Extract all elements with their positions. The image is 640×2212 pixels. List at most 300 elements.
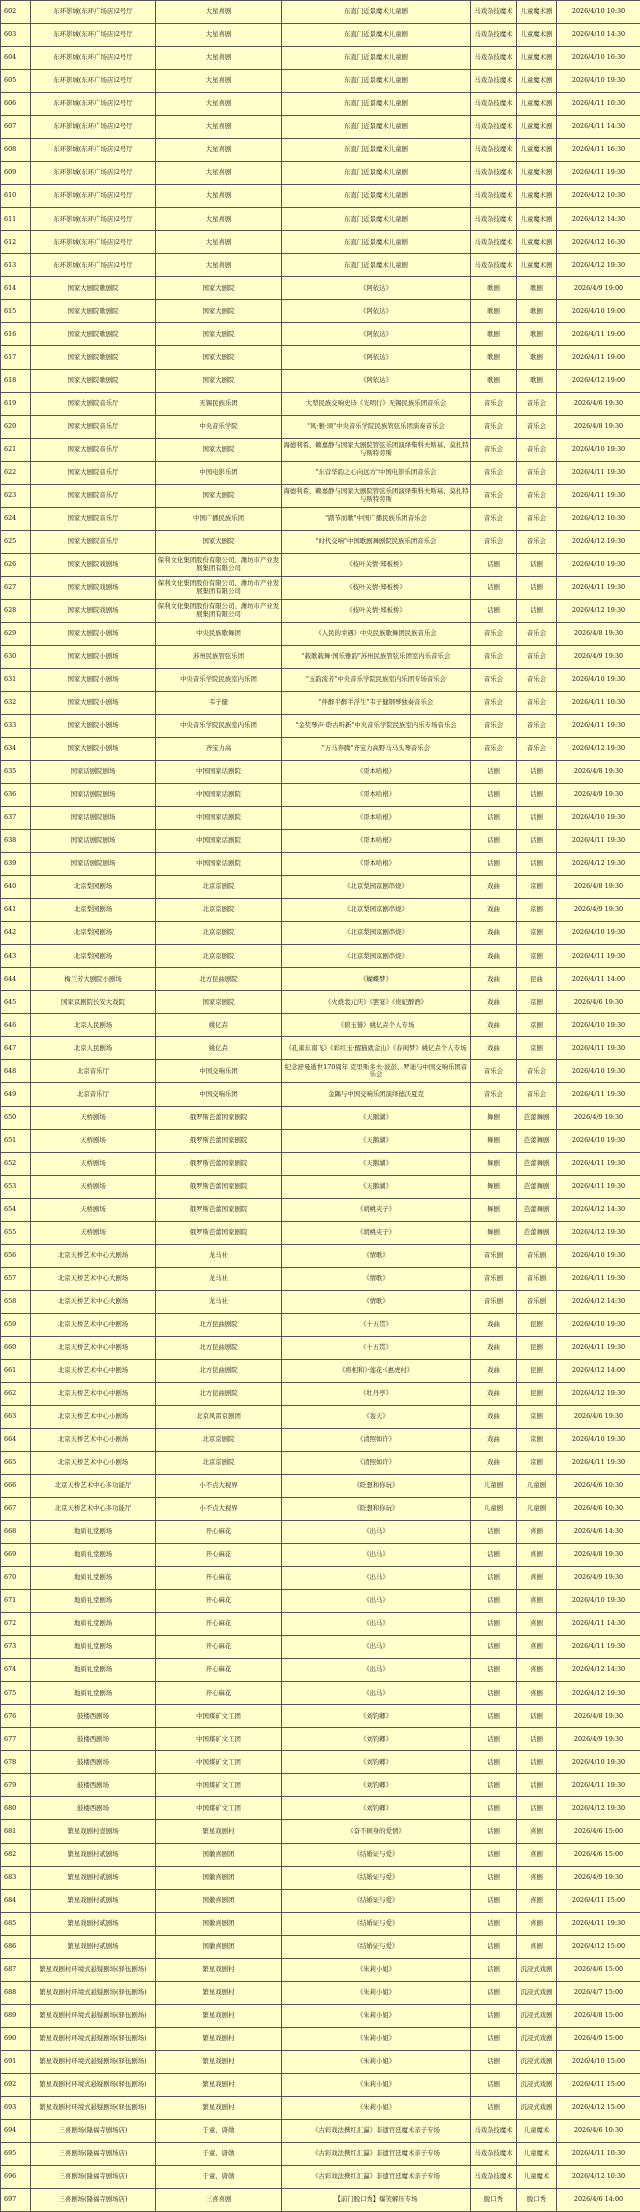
category-cell: 戏曲 [471, 1428, 517, 1451]
row-number-cell: 616 [1, 323, 31, 346]
genre-cell: 芭蕾舞剧 [517, 1129, 557, 1152]
organizer-cell: 于童、唐勋 [156, 2119, 282, 2142]
row-number-cell: 604 [1, 47, 31, 70]
row-number-cell: 649 [1, 1083, 31, 1106]
program-title-cell: 《胡桃夹子》 [282, 1198, 471, 1221]
row-number-cell: 607 [1, 116, 31, 139]
row-number-cell: 661 [1, 1359, 31, 1382]
show-time-cell: 2026/4/6 15:00 [557, 1820, 640, 1843]
show-time-cell: 2026/4/6 19:30 [557, 991, 640, 1014]
venue-cell: 梅兰芳大剧院小剧场 [31, 968, 156, 991]
organizer-cell: 开心麻花 [156, 1682, 282, 1705]
genre-cell: 音乐会 [517, 507, 557, 530]
genre-cell: 脱口秀 [517, 2188, 557, 2211]
table-row [1, 1659, 640, 1682]
organizer-cell: 大星喜剧 [156, 1, 282, 24]
category-cell: 音乐剧 [471, 1267, 517, 1290]
program-title-cell: 东直门近景魔术儿童剧 [282, 116, 471, 139]
show-time-cell: 2026/4/6 15:00 [557, 1843, 640, 1866]
program-title-cell: 《阿依达》 [282, 277, 471, 300]
show-time-cell: 2026/4/6 10:30 [557, 1498, 640, 1521]
program-title-cell: 《哥本哈根》 [282, 830, 471, 853]
organizer-cell: 中国国家话剧院 [156, 784, 282, 807]
genre-cell: 儿童魔术剧 [517, 93, 557, 116]
program-title-cell: "风·雅·颂"中央音乐学院民族管弦乐团演奏音乐会 [282, 415, 471, 438]
table-row [1, 369, 640, 392]
table-row [1, 1313, 640, 1336]
show-time-cell: 2026/4/10 19:30 [557, 922, 640, 945]
program-title-cell: 《哥本哈根》 [282, 761, 471, 784]
venue-cell: 国家大剧院歌剧院 [31, 369, 156, 392]
table-row [1, 1336, 640, 1359]
genre-cell: 喜剧 [517, 1659, 557, 1682]
row-number-cell: 646 [1, 1014, 31, 1037]
row-number-cell: 612 [1, 231, 31, 254]
organizer-cell: 繁星戏剧村 [156, 2027, 282, 2050]
venue-cell: 地质礼堂剧场 [31, 1636, 156, 1659]
table-row [1, 599, 640, 622]
row-number-cell: 638 [1, 830, 31, 853]
row-number-cell: 658 [1, 1290, 31, 1313]
organizer-cell: 开心麻花 [156, 1659, 282, 1682]
category-cell: 话剧 [471, 1889, 517, 1912]
organizer-cell: 国徽喜剧团 [156, 1843, 282, 1866]
category-cell: 舞剧 [471, 1129, 517, 1152]
venue-cell: 三喜剧场(隆福寺剧场店) [31, 2119, 156, 2142]
show-time-cell: 2026/4/8 19:30 [557, 622, 640, 645]
organizer-cell: 中国煤矿文工团 [156, 1728, 282, 1751]
show-time-cell: 2026/4/8 15:00 [557, 2004, 640, 2027]
program-title-cell: 《出马》 [282, 1544, 471, 1567]
category-cell: 音乐会 [471, 484, 517, 507]
row-number-cell: 659 [1, 1313, 31, 1336]
organizer-cell: 开心麻花 [156, 1567, 282, 1590]
venue-cell: 国家话剧院剧场 [31, 830, 156, 853]
program-title-cell: 《枝叶关情·郑板桥》 [282, 576, 471, 599]
program-title-cell: 东直门近景魔术儿童剧 [282, 185, 471, 208]
row-number-cell: 618 [1, 369, 31, 392]
category-cell: 话剧 [471, 2027, 517, 2050]
table-row [1, 830, 640, 853]
table-row [1, 162, 640, 185]
venue-cell: 东环影城(东环广场店)2号厅 [31, 231, 156, 254]
organizer-cell: 北方昆曲剧院 [156, 1359, 282, 1382]
organizer-cell: 国徽喜剧团 [156, 1866, 282, 1889]
category-cell: 舞剧 [471, 1152, 517, 1175]
genre-cell: 儿童魔术剧 [517, 231, 557, 254]
row-number-cell: 627 [1, 576, 31, 599]
table-row [1, 1290, 640, 1313]
row-number-cell: 615 [1, 300, 31, 323]
organizer-cell: 中国煤矿文工团 [156, 1705, 282, 1728]
category-cell: 话剧 [471, 1544, 517, 1567]
table-row [1, 1797, 640, 1820]
genre-cell: 歌剧 [517, 346, 557, 369]
program-title-cell: 海德利希、赖嘉静与国家大剧院管弦乐团演绎柴科夫斯基、莫扎特与斯特劳斯 [282, 438, 471, 461]
organizer-cell: 大星喜剧 [156, 185, 282, 208]
show-time-cell: 2026/4/10 19:30 [557, 1590, 640, 1613]
program-title-cell: 《出马》 [282, 1567, 471, 1590]
organizer-cell: 韦子健 [156, 691, 282, 714]
table-row [1, 1705, 640, 1728]
table-row [1, 1889, 640, 1912]
genre-cell: 话剧 [517, 830, 557, 853]
organizer-cell: 保利文化集团股份有限公司、潍坊市产业发展集团有限公司 [156, 599, 282, 622]
genre-cell: 喜剧 [517, 1613, 557, 1636]
venue-cell: 天桥剧场 [31, 1106, 156, 1129]
genre-cell: 喜剧 [517, 1636, 557, 1659]
table-row [1, 876, 640, 899]
show-time-cell: 2026/4/12 16:30 [557, 231, 640, 254]
venue-cell: 国家大剧院小剧场 [31, 738, 156, 761]
genre-cell: 音乐剧 [517, 1244, 557, 1267]
show-time-cell: 2026/4/10 19:30 [557, 1244, 640, 1267]
organizer-cell: 北京风雷京剧团 [156, 1405, 282, 1428]
program-title-cell: 金隅与中国交响乐团演绎德沃夏克 [282, 1083, 471, 1106]
category-cell: 话剧 [471, 1751, 517, 1774]
venue-cell: 北京天桥艺术中心小剧场 [31, 1405, 156, 1428]
show-time-cell: 2026/4/11 14:00 [557, 968, 640, 991]
venue-cell: 繁星戏剧村壹剧场 [31, 1820, 156, 1843]
organizer-cell: 中央民族歌舞团 [156, 622, 282, 645]
category-cell: 音乐会 [471, 1083, 517, 1106]
row-number-cell: 628 [1, 599, 31, 622]
program-title-cell: 《十五贯》 [282, 1313, 471, 1336]
program-title-cell: 《哥本哈根》 [282, 784, 471, 807]
program-title-cell: 《天鹅湖》 [282, 1106, 471, 1129]
venue-cell: 地质礼堂剧场 [31, 1682, 156, 1705]
genre-cell: 话剧 [517, 761, 557, 784]
venue-cell: 北京天桥艺术中心中剧场 [31, 1382, 156, 1405]
show-time-cell: 2026/4/9 19:30 [557, 784, 640, 807]
genre-cell: 音乐会 [517, 1060, 557, 1083]
table-row [1, 277, 640, 300]
category-cell: 话剧 [471, 576, 517, 599]
show-time-cell: 2026/4/12 14:30 [557, 1290, 640, 1313]
category-cell: 舞剧 [471, 1175, 517, 1198]
show-time-cell: 2026/4/10 19:30 [557, 668, 640, 691]
row-number-cell: 687 [1, 1958, 31, 1981]
venue-cell: 国家大剧院小剧场 [31, 714, 156, 737]
row-number-cell: 630 [1, 645, 31, 668]
show-time-cell: 2026/4/11 19:30 [557, 1037, 640, 1060]
program-title-cell: 《眨想和你玩》 [282, 1475, 471, 1498]
organizer-cell: 中国国家话剧院 [156, 830, 282, 853]
venue-cell: 鼓楼西剧场 [31, 1705, 156, 1728]
venue-cell: 北京天桥艺术中心大剧场 [31, 1244, 156, 1267]
organizer-cell: 中国国家话剧院 [156, 807, 282, 830]
category-cell: 戏曲 [471, 991, 517, 1014]
program-title-cell: 《北京梨园京剧串烧》 [282, 945, 471, 968]
program-title-cell: 东直门近景魔术儿童剧 [282, 24, 471, 47]
program-title-cell: 《出马》 [282, 1682, 471, 1705]
show-time-cell: 2026/4/12 19:30 [557, 1797, 640, 1820]
program-title-cell: 《轰天》 [282, 1405, 471, 1428]
genre-cell: 昆剧 [517, 1359, 557, 1382]
table-row [1, 761, 640, 784]
show-time-cell: 2026/4/11 15:00 [557, 2073, 640, 2096]
category-cell: 戏曲 [471, 968, 517, 991]
row-number-cell: 689 [1, 2004, 31, 2027]
row-number-cell: 613 [1, 254, 31, 277]
genre-cell: 芭蕾舞剧 [517, 1152, 557, 1175]
genre-cell: 音乐会 [517, 461, 557, 484]
genre-cell: 京剧 [517, 1428, 557, 1451]
venue-cell: 三喜剧场(隆福寺剧场店) [31, 2165, 156, 2188]
row-number-cell: 694 [1, 2119, 31, 2142]
show-time-cell: 2026/4/11 19:30 [557, 1175, 640, 1198]
genre-cell: 喜剧 [517, 1843, 557, 1866]
table-row [1, 1382, 640, 1405]
row-number-cell: 678 [1, 1751, 31, 1774]
program-title-cell: 《出马》 [282, 1636, 471, 1659]
organizer-cell: 俄罗斯芭蕾国家剧院 [156, 1152, 282, 1175]
program-title-cell: 《情歌》 [282, 1244, 471, 1267]
show-time-cell: 2026/4/10 16:30 [557, 47, 640, 70]
program-title-cell: 《阿依达》 [282, 323, 471, 346]
row-number-cell: 637 [1, 807, 31, 830]
genre-cell: 音乐会 [517, 668, 557, 691]
show-time-cell: 2026/4/8 19:30 [557, 876, 640, 899]
organizer-cell: 国家大剧院 [156, 369, 282, 392]
table-row [1, 2027, 640, 2050]
category-cell: 话剧 [471, 1935, 517, 1958]
table-row [1, 668, 640, 691]
row-number-cell: 611 [1, 208, 31, 231]
category-cell: 话剧 [471, 1774, 517, 1797]
organizer-cell: 开心麻花 [156, 1613, 282, 1636]
venue-cell: 国家大剧院歌剧院 [31, 277, 156, 300]
table-row [1, 2096, 640, 2119]
program-title-cell: 纪念舒曼逝世170周年 克里斯多夫·波彭、罗迪与中国交响乐团音乐会 [282, 1060, 471, 1083]
show-time-cell: 2026/4/10 19:30 [557, 1060, 640, 1083]
venue-cell: 国家大剧院音乐厅 [31, 461, 156, 484]
category-cell: 音乐会 [471, 622, 517, 645]
organizer-cell: 国家大剧院 [156, 346, 282, 369]
genre-cell: 芭蕾舞剧 [517, 1198, 557, 1221]
category-cell: 歌剧 [471, 369, 517, 392]
venue-cell: 北京天桥艺术中心多功能厅 [31, 1498, 156, 1521]
table-row [1, 1751, 640, 1774]
show-time-cell: 2026/4/11 19:30 [557, 1152, 640, 1175]
category-cell: 马戏杂技魔术 [471, 162, 517, 185]
row-number-cell: 677 [1, 1728, 31, 1751]
venue-cell: 国家大剧院音乐厅 [31, 507, 156, 530]
row-number-cell: 682 [1, 1843, 31, 1866]
organizer-cell: 国家京剧院 [156, 991, 282, 1014]
category-cell: 戏曲 [471, 945, 517, 968]
category-cell: 话剧 [471, 1682, 517, 1705]
table-row [1, 1636, 640, 1659]
table-row [1, 1152, 640, 1175]
genre-cell: 沉浸式戏剧 [517, 2027, 557, 2050]
row-number-cell: 692 [1, 2073, 31, 2096]
venue-cell: 国家大剧院音乐厅 [31, 438, 156, 461]
program-title-cell: 《刘钓卿》 [282, 1797, 471, 1820]
program-title-cell: 《结婚证与爱》 [282, 1889, 471, 1912]
program-title-cell: 《阿依达》 [282, 369, 471, 392]
show-time-cell: 2026/4/11 19:30 [557, 162, 640, 185]
venue-cell: 国家京剧院长安大戏院 [31, 991, 156, 1014]
row-number-cell: 643 [1, 945, 31, 968]
row-number-cell: 681 [1, 1820, 31, 1843]
category-cell: 舞剧 [471, 1221, 517, 1244]
program-title-cell: 《天鹅湖》 [282, 1175, 471, 1198]
program-title-cell: 《刘钓卿》 [282, 1751, 471, 1774]
row-number-cell: 662 [1, 1382, 31, 1405]
genre-cell: 喜剧 [517, 1544, 557, 1567]
row-number-cell: 657 [1, 1267, 31, 1290]
genre-cell: 儿童剧 [517, 1498, 557, 1521]
genre-cell: 歌剧 [517, 277, 557, 300]
show-time-cell: 2026/4/11 19:30 [557, 461, 640, 484]
organizer-cell: 国家大剧院 [156, 300, 282, 323]
genre-cell: 喜剧 [517, 1912, 557, 1935]
genre-cell: 儿童剧 [517, 1475, 557, 1498]
row-number-cell: 651 [1, 1129, 31, 1152]
category-cell: 话剧 [471, 761, 517, 784]
row-number-cell: 605 [1, 70, 31, 93]
table-row [1, 346, 640, 369]
program-title-cell: "踏节而歌"中国广播民族乐团音乐会 [282, 507, 471, 530]
show-time-cell: 2026/4/10 19:30 [557, 1751, 640, 1774]
organizer-cell: 繁星戏剧村 [156, 1958, 282, 1981]
category-cell: 话剧 [471, 1866, 517, 1889]
row-number-cell: 626 [1, 553, 31, 576]
row-number-cell: 625 [1, 530, 31, 553]
organizer-cell: 于童、唐勋 [156, 2142, 282, 2165]
table-row [1, 93, 640, 116]
table-row [1, 691, 640, 714]
row-number-cell: 650 [1, 1106, 31, 1129]
show-time-cell: 2026/4/6 10:30 [557, 1475, 640, 1498]
organizer-cell: 大星喜剧 [156, 254, 282, 277]
schedule-table-body [1, 1, 640, 2212]
table-row [1, 899, 640, 922]
genre-cell: 话剧 [517, 784, 557, 807]
row-number-cell: 614 [1, 277, 31, 300]
table-row [1, 807, 640, 830]
venue-cell: 东环影城(东环广场店)2号厅 [31, 47, 156, 70]
program-title-cell: 《古彩戏法携红汇瀛》非遗官廷魔术亲子专场 [282, 2142, 471, 2165]
genre-cell: 音乐会 [517, 738, 557, 761]
organizer-cell: 北京京剧院 [156, 922, 282, 945]
organizer-cell: 俄罗斯芭蕾国家剧院 [156, 1175, 282, 1198]
table-row [1, 1083, 640, 1106]
venue-cell: 国家大剧院音乐厅 [31, 392, 156, 415]
show-time-cell: 2026/4/10 19:00 [557, 300, 640, 323]
venue-cell: 繁星戏剧村环境式悬疑剧场(驿伍剧场) [31, 2073, 156, 2096]
table-row [1, 1129, 640, 1152]
genre-cell: 芭蕾舞剧 [517, 1221, 557, 1244]
category-cell: 话剧 [471, 1981, 517, 2004]
category-cell: 话剧 [471, 2073, 517, 2096]
venue-cell: 国家话剧院剧场 [31, 853, 156, 876]
program-title-cell: 《情歌》 [282, 1267, 471, 1290]
venue-cell: 天桥剧场 [31, 1198, 156, 1221]
table-row [1, 1244, 640, 1267]
venue-cell: 东环影城(东环广场店)2号厅 [31, 93, 156, 116]
genre-cell: 儿童魔术剧 [517, 162, 557, 185]
organizer-cell: 繁星戏剧村 [156, 1820, 282, 1843]
venue-cell: 东环影城(东环广场店)2号厅 [31, 254, 156, 277]
venue-cell: 东环影城(东环广场店)2号厅 [31, 139, 156, 162]
program-title-cell: 《火烧裴元庆》《罢宴》《贵妃醉酒》 [282, 991, 471, 1014]
genre-cell: 昆剧 [517, 1336, 557, 1359]
row-number-cell: 660 [1, 1336, 31, 1359]
show-time-cell: 2026/4/11 19:30 [557, 1912, 640, 1935]
show-time-cell: 2026/4/9 19:30 [557, 1567, 640, 1590]
genre-cell: 昆剧 [517, 1382, 557, 1405]
program-title-cell: 《刘钓卿》 [282, 1728, 471, 1751]
genre-cell: 音乐会 [517, 438, 557, 461]
genre-cell: 喜剧 [517, 1567, 557, 1590]
venue-cell: 国家大剧院音乐厅 [31, 415, 156, 438]
category-cell: 话剧 [471, 1636, 517, 1659]
venue-cell: 北京天桥艺术中心中剧场 [31, 1313, 156, 1336]
organizer-cell: 繁星戏剧村 [156, 1981, 282, 2004]
organizer-cell: 中国广播民族乐团 [156, 507, 282, 530]
genre-cell: 音乐会 [517, 530, 557, 553]
show-time-cell: 2026/4/12 19:30 [557, 530, 640, 553]
venue-cell: 国家大剧院戏剧场 [31, 599, 156, 622]
category-cell: 戏曲 [471, 1451, 517, 1474]
genre-cell: 芭蕾舞剧 [517, 1175, 557, 1198]
program-title-cell: 《枝叶关情·郑板桥》 [282, 599, 471, 622]
program-title-cell: 东直门近景魔术儿童剧 [282, 93, 471, 116]
category-cell: 话剧 [471, 2096, 517, 2119]
row-number-cell: 622 [1, 461, 31, 484]
venue-cell: 北京天桥艺术中心大剧场 [31, 1267, 156, 1290]
row-number-cell: 670 [1, 1567, 31, 1590]
category-cell: 话剧 [471, 1728, 517, 1751]
venue-cell: 国家大剧院戏剧场 [31, 576, 156, 599]
category-cell: 戏曲 [471, 922, 517, 945]
program-title-cell: 《结婚证与爱》 [282, 1843, 471, 1866]
organizer-cell: 北京京剧院 [156, 1451, 282, 1474]
show-time-cell: 2026/4/8 19:30 [557, 1705, 640, 1728]
table-row [1, 139, 640, 162]
program-title-cell: 《出马》 [282, 1613, 471, 1636]
venue-cell: 繁星戏剧村贰剧场 [31, 1866, 156, 1889]
organizer-cell: 国家大剧院 [156, 323, 282, 346]
category-cell: 马戏杂技魔术 [471, 2165, 517, 2188]
program-title-cell: 《结婚证与爱》 [282, 1866, 471, 1889]
genre-cell: 儿童魔术剧 [517, 24, 557, 47]
table-row [1, 922, 640, 945]
category-cell: 脱口秀 [471, 2188, 517, 2211]
table-row [1, 2142, 640, 2165]
show-time-cell: 2026/4/11 15:00 [557, 1889, 640, 1912]
show-time-cell: 2026/4/11 19:30 [557, 1451, 640, 1474]
category-cell: 马戏杂技魔术 [471, 93, 517, 116]
row-number-cell: 641 [1, 899, 31, 922]
program-title-cell: 《朱莉小姐》 [282, 2004, 471, 2027]
program-title-cell: 东直门近景魔术儿童剧 [282, 1, 471, 24]
show-time-cell: 2026/4/9 19:30 [557, 1106, 640, 1129]
table-row [1, 116, 640, 139]
program-title-cell: 《枝叶关情·郑板桥》 [282, 553, 471, 576]
genre-cell: 音乐会 [517, 691, 557, 714]
category-cell: 音乐会 [471, 691, 517, 714]
organizer-cell: 国徽喜剧团 [156, 1912, 282, 1935]
category-cell: 音乐会 [471, 714, 517, 737]
row-number-cell: 690 [1, 2027, 31, 2050]
category-cell: 马戏杂技魔术 [471, 47, 517, 70]
genre-cell: 音乐会 [517, 484, 557, 507]
organizer-cell: 北方昆曲剧院 [156, 1382, 282, 1405]
genre-cell: 喜剧 [517, 1521, 557, 1544]
